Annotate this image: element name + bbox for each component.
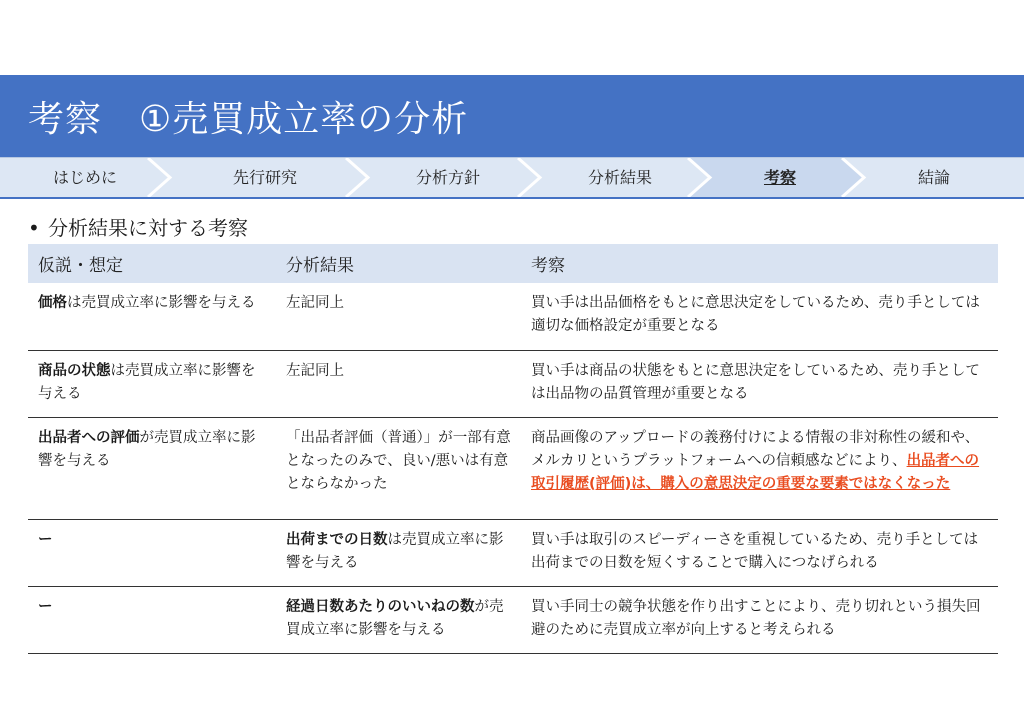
hypothesis-text: は売買成立率に影響を与える xyxy=(38,362,256,402)
table-row xyxy=(28,350,998,417)
slide-title: 考察 ①売買成立率の分析 xyxy=(28,99,469,140)
hypothesis-keyword: ー xyxy=(38,598,53,615)
discussion-text: 買い手は取引のスピーディーさを重視しているため、売り手としては出荷までの日数を短くすることで購入につなげられる xyxy=(531,531,979,571)
cell-discussion xyxy=(521,519,998,586)
cell-discussion xyxy=(521,283,998,350)
cell-result xyxy=(276,283,521,350)
nav-item-prior-research[interactable]: 先行研究 xyxy=(232,168,297,187)
discussion-table xyxy=(28,244,998,654)
hypothesis-keyword: ー xyxy=(38,531,53,548)
section-heading: 分析結果に対する考察 xyxy=(48,216,248,240)
discussion-text: 買い手同士の競争状態を作り出すことにより、売り切れという損失回避のために売買成立率が向上すると考えられる xyxy=(531,598,981,638)
table-row xyxy=(28,283,998,350)
hypothesis-text: は売買成立率に影響を与える xyxy=(67,295,256,311)
result-keyword: 出荷までの日数 xyxy=(286,531,388,548)
nav-item-discussion[interactable]: 考察 xyxy=(763,168,796,187)
table-header-row xyxy=(28,244,998,283)
cell-discussion xyxy=(521,586,998,653)
cell-result xyxy=(276,350,521,417)
discussion-highlight: 出品者への取引履歴(評価)は、購入の意思決定の重要な要素ではなくなった xyxy=(531,452,980,492)
hypothesis-keyword: 価格 xyxy=(38,295,67,311)
result-text: 左記同上 xyxy=(286,362,344,379)
nav-item-analysis-policy[interactable]: 分析方針 xyxy=(415,168,480,187)
header-discussion: 考察 xyxy=(521,244,998,283)
result-keyword: 経過日数あたりのいいねの数 xyxy=(286,598,475,615)
cell-discussion xyxy=(521,350,998,417)
cell-result xyxy=(276,586,521,653)
nav-item-introduction[interactable]: はじめに xyxy=(52,168,117,187)
table-row xyxy=(28,586,998,653)
cell-discussion xyxy=(521,417,998,519)
table-row xyxy=(28,519,998,586)
result-text: 「出品者評価（普通）」が一部有意となったのみで、良い/悪いは有意とならなかった xyxy=(286,429,511,492)
table-row xyxy=(28,417,998,519)
header-hypothesis: 仮説・想定 xyxy=(28,244,276,283)
hypothesis-keyword: 出品者への評価 xyxy=(38,429,140,446)
cell-hypothesis xyxy=(28,586,276,653)
nav-item-analysis-results[interactable]: 分析結果 xyxy=(587,168,652,187)
cell-hypothesis xyxy=(28,350,276,417)
nav-item-conclusion[interactable]: 結論 xyxy=(917,168,950,187)
cell-result xyxy=(276,417,521,519)
hypothesis-keyword: 商品の状態 xyxy=(38,362,111,379)
discussion-text: 買い手は商品の状態をもとに意思決定をしているため、売り手としては出品物の品質管理が重要となる xyxy=(531,362,980,402)
hypothesis-text: が売買成立率に影響を与える xyxy=(38,429,256,469)
result-text: が売買成立率に影響を与える xyxy=(286,598,504,638)
result-text: 左記同上 xyxy=(286,295,344,311)
cell-hypothesis xyxy=(28,417,276,519)
header-result: 分析結果 xyxy=(276,244,521,283)
chevron-separator-icon xyxy=(148,158,170,197)
section-navigation xyxy=(0,157,1024,199)
cell-hypothesis xyxy=(28,519,276,586)
section-bullet xyxy=(28,212,248,241)
cell-result xyxy=(276,519,521,586)
discussion-text: 買い手は出品価格をもとに意思決定をしているため、売り手としては適切な価格設定が重要となる xyxy=(531,295,980,334)
result-text: は売買成立率に影響を与える xyxy=(286,531,504,571)
bullet-dot-icon: • xyxy=(28,216,40,240)
cell-hypothesis xyxy=(28,283,276,350)
slide-header xyxy=(0,75,1024,157)
discussion-text: 商品画像のアップロードの義務付けによる情報の非対称性の緩和や、メルカリというプラットフォームへの信頼感などにより、 xyxy=(531,429,980,469)
